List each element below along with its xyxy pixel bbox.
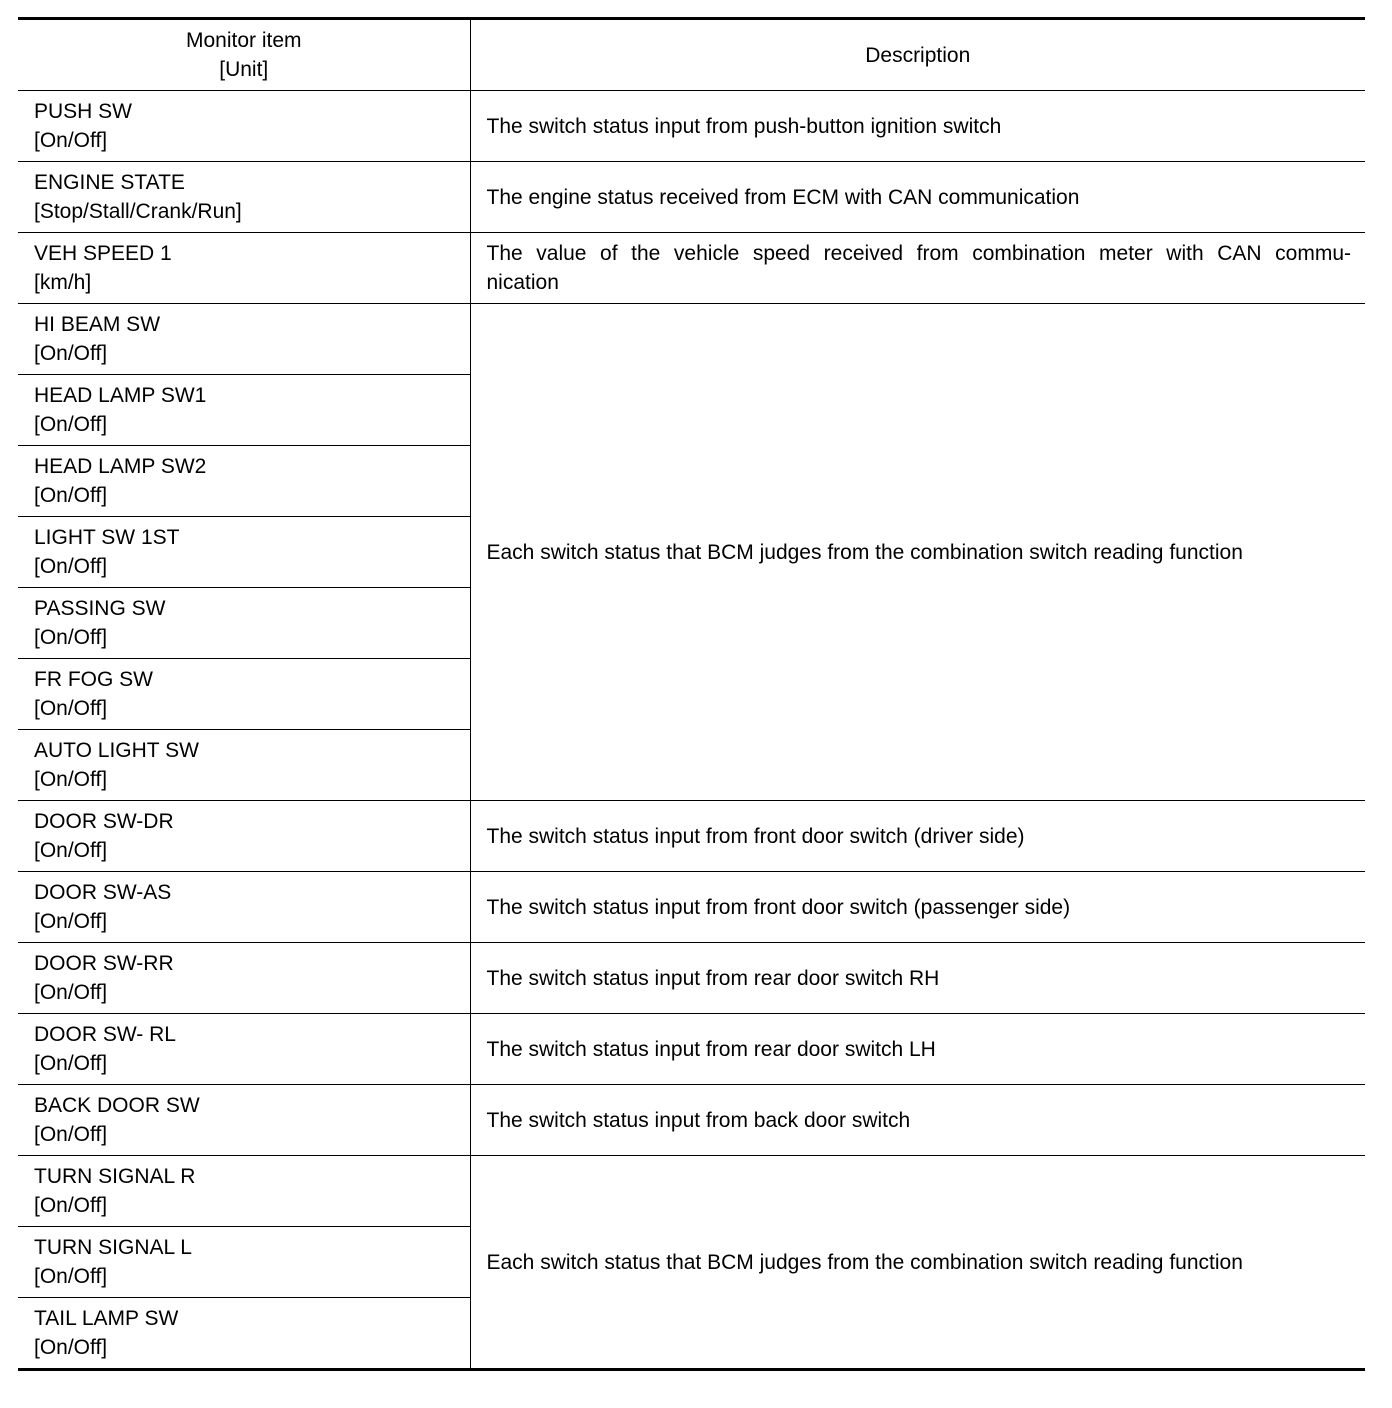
monitor-item-unit: [On/Off] (34, 910, 108, 933)
monitor-item-name: FR FOG SW (34, 668, 153, 691)
monitor-item-name: VEH SPEED 1 (34, 242, 172, 265)
table-row (18, 1014, 1365, 1085)
monitor-item-name: ENGINE STATE (34, 171, 185, 194)
header-monitor-item-unit: [Unit] (219, 58, 269, 81)
table-row (18, 872, 1365, 943)
monitor-item-unit: [On/Off] (34, 768, 108, 791)
monitor-item-cell (18, 162, 470, 233)
table-row (18, 801, 1365, 872)
monitor-item-name: HEAD LAMP SW2 (34, 455, 207, 478)
monitor-item-name: DOOR SW-RR (34, 952, 174, 975)
monitor-item-name: HI BEAM SW (34, 313, 161, 336)
monitor-item-unit: [On/Off] (34, 981, 108, 1004)
table-row (18, 233, 1365, 304)
monitor-item-cell (18, 1227, 470, 1298)
monitor-item-cell (18, 1085, 470, 1156)
table-row (18, 304, 1365, 375)
monitor-item-cell (18, 659, 470, 730)
monitor-item-unit: [On/Off] (34, 697, 108, 720)
monitor-item-cell (18, 872, 470, 943)
monitor-item-cell (18, 801, 470, 872)
monitor-item-cell (18, 943, 470, 1014)
description-cell: The switch status input from front door switch (passenger side) (470, 872, 1365, 943)
monitor-item-unit: [Stop/Stall/Crank/Run] (34, 200, 242, 223)
monitor-item-name: DOOR SW-DR (34, 810, 174, 833)
description-cell: The switch status input from push-button ignition switch (470, 91, 1365, 162)
monitor-item-cell (18, 233, 470, 304)
monitor-item-cell (18, 730, 470, 801)
monitor-item-name: AUTO LIGHT SW (34, 739, 199, 762)
monitor-item-cell (18, 517, 470, 588)
monitor-item-cell (18, 446, 470, 517)
description-line: The value of the vehicle speed received from combination meter with CAN commu- (486, 242, 1351, 265)
monitor-item-cell (18, 1156, 470, 1227)
description-cell: Each switch status that BCM judges from the combination switch reading function (470, 1156, 1365, 1370)
monitor-item-name: DOOR SW- RL (34, 1023, 176, 1046)
monitor-item-table (18, 17, 1365, 1371)
table-row (18, 91, 1365, 162)
monitor-item-name: PUSH SW (34, 100, 133, 123)
table-row (18, 162, 1365, 233)
description-cell: Each switch status that BCM judges from the combination switch reading function (470, 304, 1365, 801)
description-cell: The switch status input from rear door switch RH (470, 943, 1365, 1014)
table-row (18, 1085, 1365, 1156)
monitor-item-unit: [On/Off] (34, 413, 108, 436)
monitor-item-unit: [On/Off] (34, 484, 108, 507)
description-cell: The switch status input from rear door switch LH (470, 1014, 1365, 1085)
monitor-item-name: LIGHT SW 1ST (34, 526, 180, 549)
monitor-item-name: TURN SIGNAL R (34, 1165, 196, 1188)
description-cell: The engine status received from ECM with CAN communication (470, 162, 1365, 233)
monitor-item-name: TURN SIGNAL L (34, 1236, 192, 1259)
monitor-item-unit: [On/Off] (34, 555, 108, 578)
monitor-item-unit: [On/Off] (34, 1336, 108, 1359)
description-line: nication (486, 271, 559, 294)
monitor-item-cell (18, 304, 470, 375)
monitor-item-name: PASSING SW (34, 597, 166, 620)
description-cell (470, 233, 1365, 304)
description-cell: The switch status input from front door switch (driver side) (470, 801, 1365, 872)
monitor-item-cell (18, 1014, 470, 1085)
monitor-item-unit: [On/Off] (34, 1194, 108, 1217)
monitor-item-name: DOOR SW-AS (34, 881, 172, 904)
header-monitor-item (18, 19, 470, 91)
description-cell: The switch status input from back door switch (470, 1085, 1365, 1156)
monitor-item-unit: [On/Off] (34, 626, 108, 649)
table-header-row (18, 19, 1365, 91)
monitor-item-name: HEAD LAMP SW1 (34, 384, 207, 407)
monitor-item-unit: [On/Off] (34, 1123, 108, 1146)
monitor-item-unit: [On/Off] (34, 342, 108, 365)
table-row (18, 1156, 1365, 1227)
monitor-item-cell (18, 1298, 470, 1370)
monitor-item-unit: [km/h] (34, 271, 92, 294)
monitor-item-cell (18, 375, 470, 446)
monitor-item-unit: [On/Off] (34, 1265, 108, 1288)
monitor-item-unit: [On/Off] (34, 1052, 108, 1075)
header-monitor-item-title: Monitor item (185, 29, 302, 52)
monitor-item-unit: [On/Off] (34, 839, 108, 862)
header-description: Description (470, 19, 1365, 91)
monitor-item-cell (18, 588, 470, 659)
monitor-item-name: BACK DOOR SW (34, 1094, 200, 1117)
table-row (18, 943, 1365, 1014)
monitor-item-name: TAIL LAMP SW (34, 1307, 179, 1330)
monitor-item-cell (18, 91, 470, 162)
monitor-item-unit: [On/Off] (34, 129, 108, 152)
